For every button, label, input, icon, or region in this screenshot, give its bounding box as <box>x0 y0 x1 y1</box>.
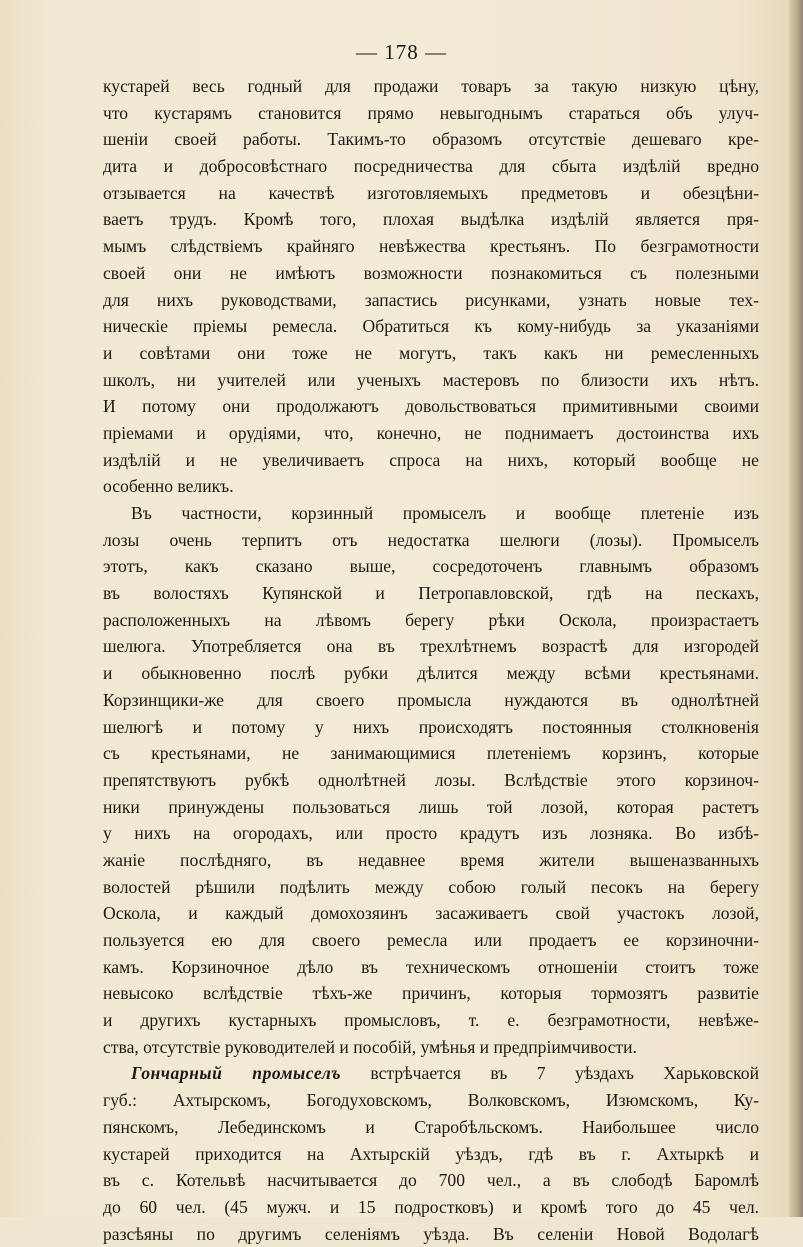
text-line: и совѣтами они тоже не могутъ, такъ какъ ни ремесленныхъ <box>103 342 759 363</box>
text-line: губ.: Ахтырскомъ, Богодуховскомъ, Волковскомъ, Изюмскомъ, Ку- <box>103 1090 759 1111</box>
text-line: пользуется ею для своего ремесла или продаетъ ее корзиночни- <box>103 930 759 950</box>
text-line <box>103 1060 759 1087</box>
text-line: разсѣяны по другимъ селеніямъ уѣзда. Въ селеніи Новой Водолагѣ <box>103 1223 759 1244</box>
text-line: шелюга. Употребляется она въ трехлѣтнемъ возрастѣ для изгородей <box>103 636 759 657</box>
text-line: съ крестьянами, не занимающимися плетеніемъ корзинъ, которые <box>103 743 759 764</box>
text-line: особенно великъ. <box>103 476 234 497</box>
text-line: шеніи своей работы. Такимъ-то образомъ отсутствіе дешеваго кре- <box>103 129 759 150</box>
text-line: препятствуютъ рубкѣ однолѣтней лозы. Вслѣдствіе этого корзиноч- <box>103 769 759 790</box>
body-text <box>103 73 759 1247</box>
text-line: кустарей приходится на Ахтырскій уѣздъ, гдѣ въ г. Ахтыркѣ и <box>103 1143 759 1164</box>
text-line: жаніе послѣдняго, въ недавнее время жители вышеназванныхъ <box>103 849 759 870</box>
text-line: отзывается на качествѣ изготовляемыхъ предметовъ и обезцѣни- <box>103 182 759 203</box>
text-line: пріемами и орудіями, что, конечно, не поднимаетъ достоинства ихъ <box>103 422 759 443</box>
text-line: Въ частности, корзинный промыселъ и вообще плетеніе изъ <box>131 503 759 523</box>
text-line: И потому они продолжаютъ довольствоваться примитивными своими <box>103 396 759 417</box>
text-line: до 60 чел. (45 мужч. и 15 подростковъ) и кромѣ того до 45 чел. <box>103 1196 759 1217</box>
text-line: шелюгѣ и потому у нихъ происходятъ постоянныя столкновенія <box>103 716 759 737</box>
text-line: этотъ, какъ сказано выше, сосредоточенъ главнымъ образомъ <box>103 556 759 577</box>
text-line: для нихъ руководствами, запастись рисунками, узнать новые тех- <box>103 289 759 310</box>
page-number: — 178 — <box>356 40 447 64</box>
text-line: ники принуждены пользоваться лишь той лозой, которая растетъ <box>103 796 759 817</box>
text-line: волостей рѣшили подѣлить между собою голый песокъ на берегу <box>103 876 759 897</box>
text-line: Оскола, и каждый домохозяинъ засаживаетъ свой участокъ лозой, <box>103 903 759 924</box>
text-line: и обыкновенно послѣ рубки дѣлится между всѣми крестьянами. <box>103 663 759 684</box>
text-line: ства, отсутствіе руководителей и пособій, умѣнья и предпріимчивости. <box>103 1036 637 1057</box>
text-line: и другихъ кустарныхъ промысловъ, т. е. безграмотности, невѣже- <box>103 1010 759 1031</box>
text-line: ническіе пріемы ремесла. Обратиться къ кому-нибудь за указаніями <box>103 316 759 337</box>
text-line: невысоко вслѣдствіе тѣхъ-же причинъ, которыя тормозятъ развитіе <box>103 983 759 1004</box>
text-line: лозы очень терпитъ отъ недостатка шелюги (лозы). Промыселъ <box>103 529 759 550</box>
text-line: школъ, ни учителей или ученыхъ мастеровъ по близости ихъ нѣтъ. <box>103 369 759 390</box>
text-line: въ с. Котельвѣ насчитывается до 700 чел., а въ слободѣ Бaромлѣ <box>103 1170 759 1191</box>
text-line-rest: встрѣчается въ 7 уѣздахъ Харьковской <box>341 1063 759 1084</box>
text-line: что кустарямъ становится прямо невыгоднымъ стараться объ улуч- <box>103 102 759 123</box>
text-line: пянскомъ, Лебединскомъ и Старобѣльскомъ. Наибольшее число <box>103 1116 759 1137</box>
text-line: ваетъ трудъ. Кромѣ того, плохая выдѣлка издѣлій является пря- <box>103 209 759 230</box>
text-line: кустарей весь годный для продажи товаръ за такую низкую цѣну, <box>103 76 759 96</box>
page-edge <box>789 0 803 1217</box>
text-line: камъ. Корзиночное дѣло въ техническомъ отношеніи стоитъ тоже <box>103 956 759 977</box>
section-heading-inline: Гончарный промыселъ <box>131 1063 341 1084</box>
text-line: своей они не имѣютъ возможности познакомиться съ полезными <box>103 262 759 283</box>
text-line: мымъ слѣдствіемъ крайняго невѣжества крестьянъ. По безграмотности <box>103 236 759 257</box>
text-line: издѣлій и не увеличиваетъ спроса на нихъ, который вообще не <box>103 449 759 470</box>
text-line: у нихъ на огородахъ, или просто крадутъ изъ лозняка. Во избѣ- <box>103 823 759 844</box>
text-line: Корзинщики-же для своего промысла нуждаются въ однолѣтней <box>103 689 759 710</box>
text-line: въ волостяхъ Купянской и Петропавловской, гдѣ на пескахъ, <box>103 583 759 604</box>
text-line: расположенныхъ на лѣвомъ берегу рѣки Оскола, произрастаетъ <box>103 609 759 630</box>
text-line: дита и добросовѣстнаго посредничества для сбыта издѣлій вредно <box>103 156 759 177</box>
